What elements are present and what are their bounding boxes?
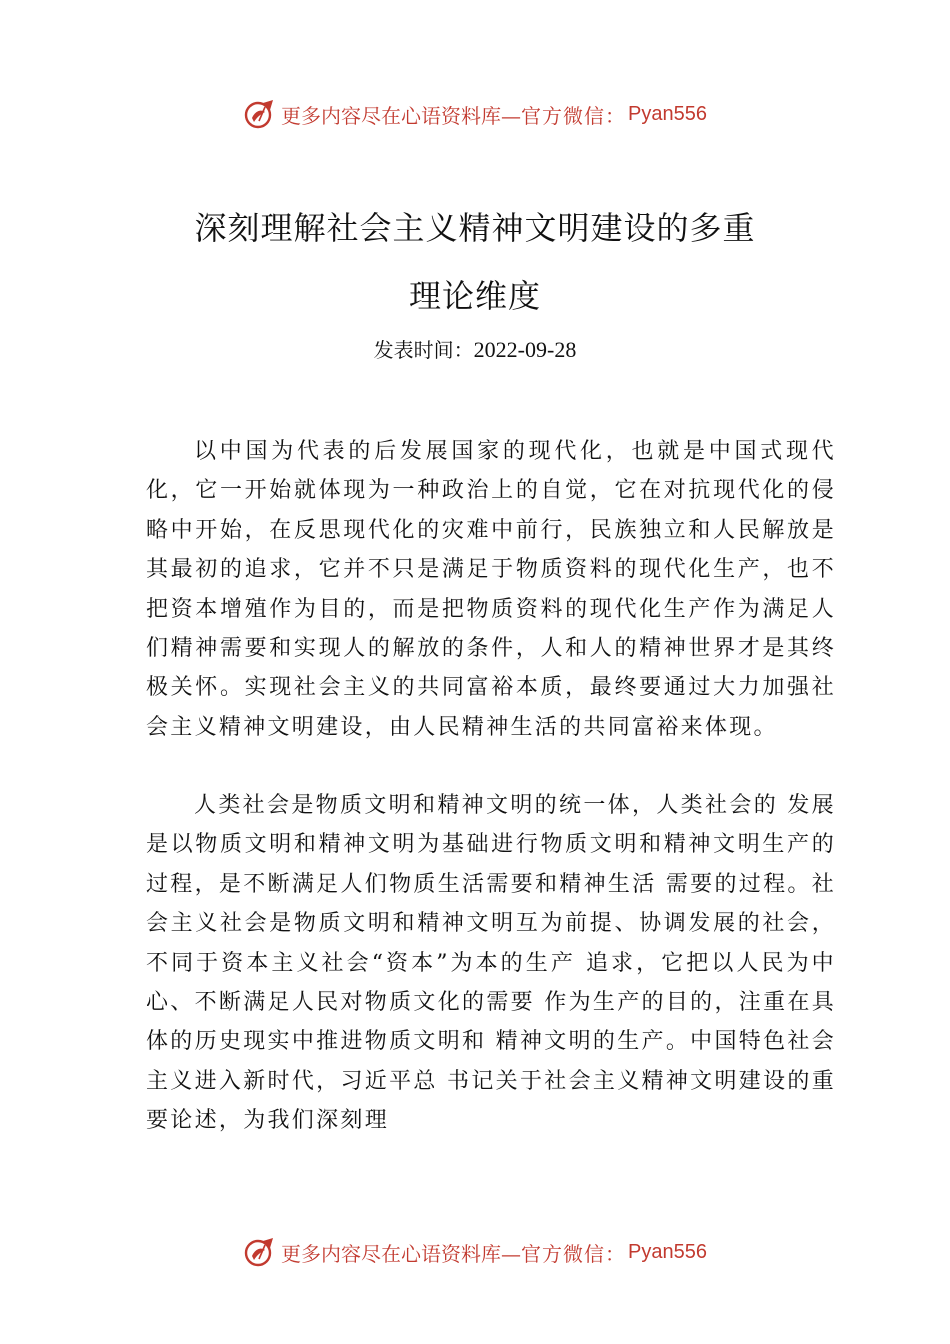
- site-name: 更多内容尽在心语资料库—: [281, 1241, 522, 1266]
- site-name: 更多内容尽在心语资料库—: [281, 103, 522, 128]
- logo-icon: [243, 1235, 277, 1269]
- logo-icon: [243, 97, 277, 131]
- article-title-line1: 深刻理解社会主义精神文明建设的多重: [194, 209, 756, 247]
- body-paragraph-1: 以中国为代表的后发展国家的现代化，也就是中国式现代化，它一开始就体现为一种政治上的自觉，它在对抗现代化的侵略中开始，在反思现代化的灾难中前行，民族独立和人民解放是其最初的追求，它并不只是满足于物质资料的现代化生产，也不把资本增殖作为目的，而是把物质资料的现代化生产作为满足人们精神需要和实现人的解放的条件，人和人的精神世界才是其终极关怀。实现社会主义的共同富裕本质，最终要通过大力加强社会主义精神文明建设，由人民精神生活的共同富裕来体现。: [146, 439, 836, 740]
- header-banner: [0, 94, 950, 134]
- publish-date: [0, 334, 950, 363]
- publish-date-value: 2022-09-28: [473, 337, 577, 362]
- footer-banner: [0, 1232, 950, 1272]
- wechat-label: 官方微信：: [521, 1241, 627, 1266]
- body-paragraph-2: 人类社会是物质文明和精神文明的统一体，人类社会的 发展是以物质文明和精神文明为基础进行物质文明和精神文明生产的过程，是不断满足人们物质生活需要和精神生活 需要的过程。社会主义社会是物质文明和精神文明互为前提、协调发展的社会，不同于资本主义社会“资本”为本的生产 追求，它把以人民为中心、不断满足人民对物质文化的需要 作为生产的目的，注重在具体的历史现实中推进物质文明和 精神文明的生产。中国特色社会主义进入新时代，习近平总 书记关于社会主义精神文明建设的重要论述，为我们深刻理: [146, 793, 836, 1134]
- wechat-label: 官方微信：: [521, 103, 627, 128]
- wechat-id: Pyan556: [628, 102, 707, 125]
- article-title-line2: 理论维度: [408, 277, 541, 315]
- wechat-id: Pyan556: [628, 1240, 707, 1263]
- publish-date-label: 发表时间：: [373, 338, 474, 362]
